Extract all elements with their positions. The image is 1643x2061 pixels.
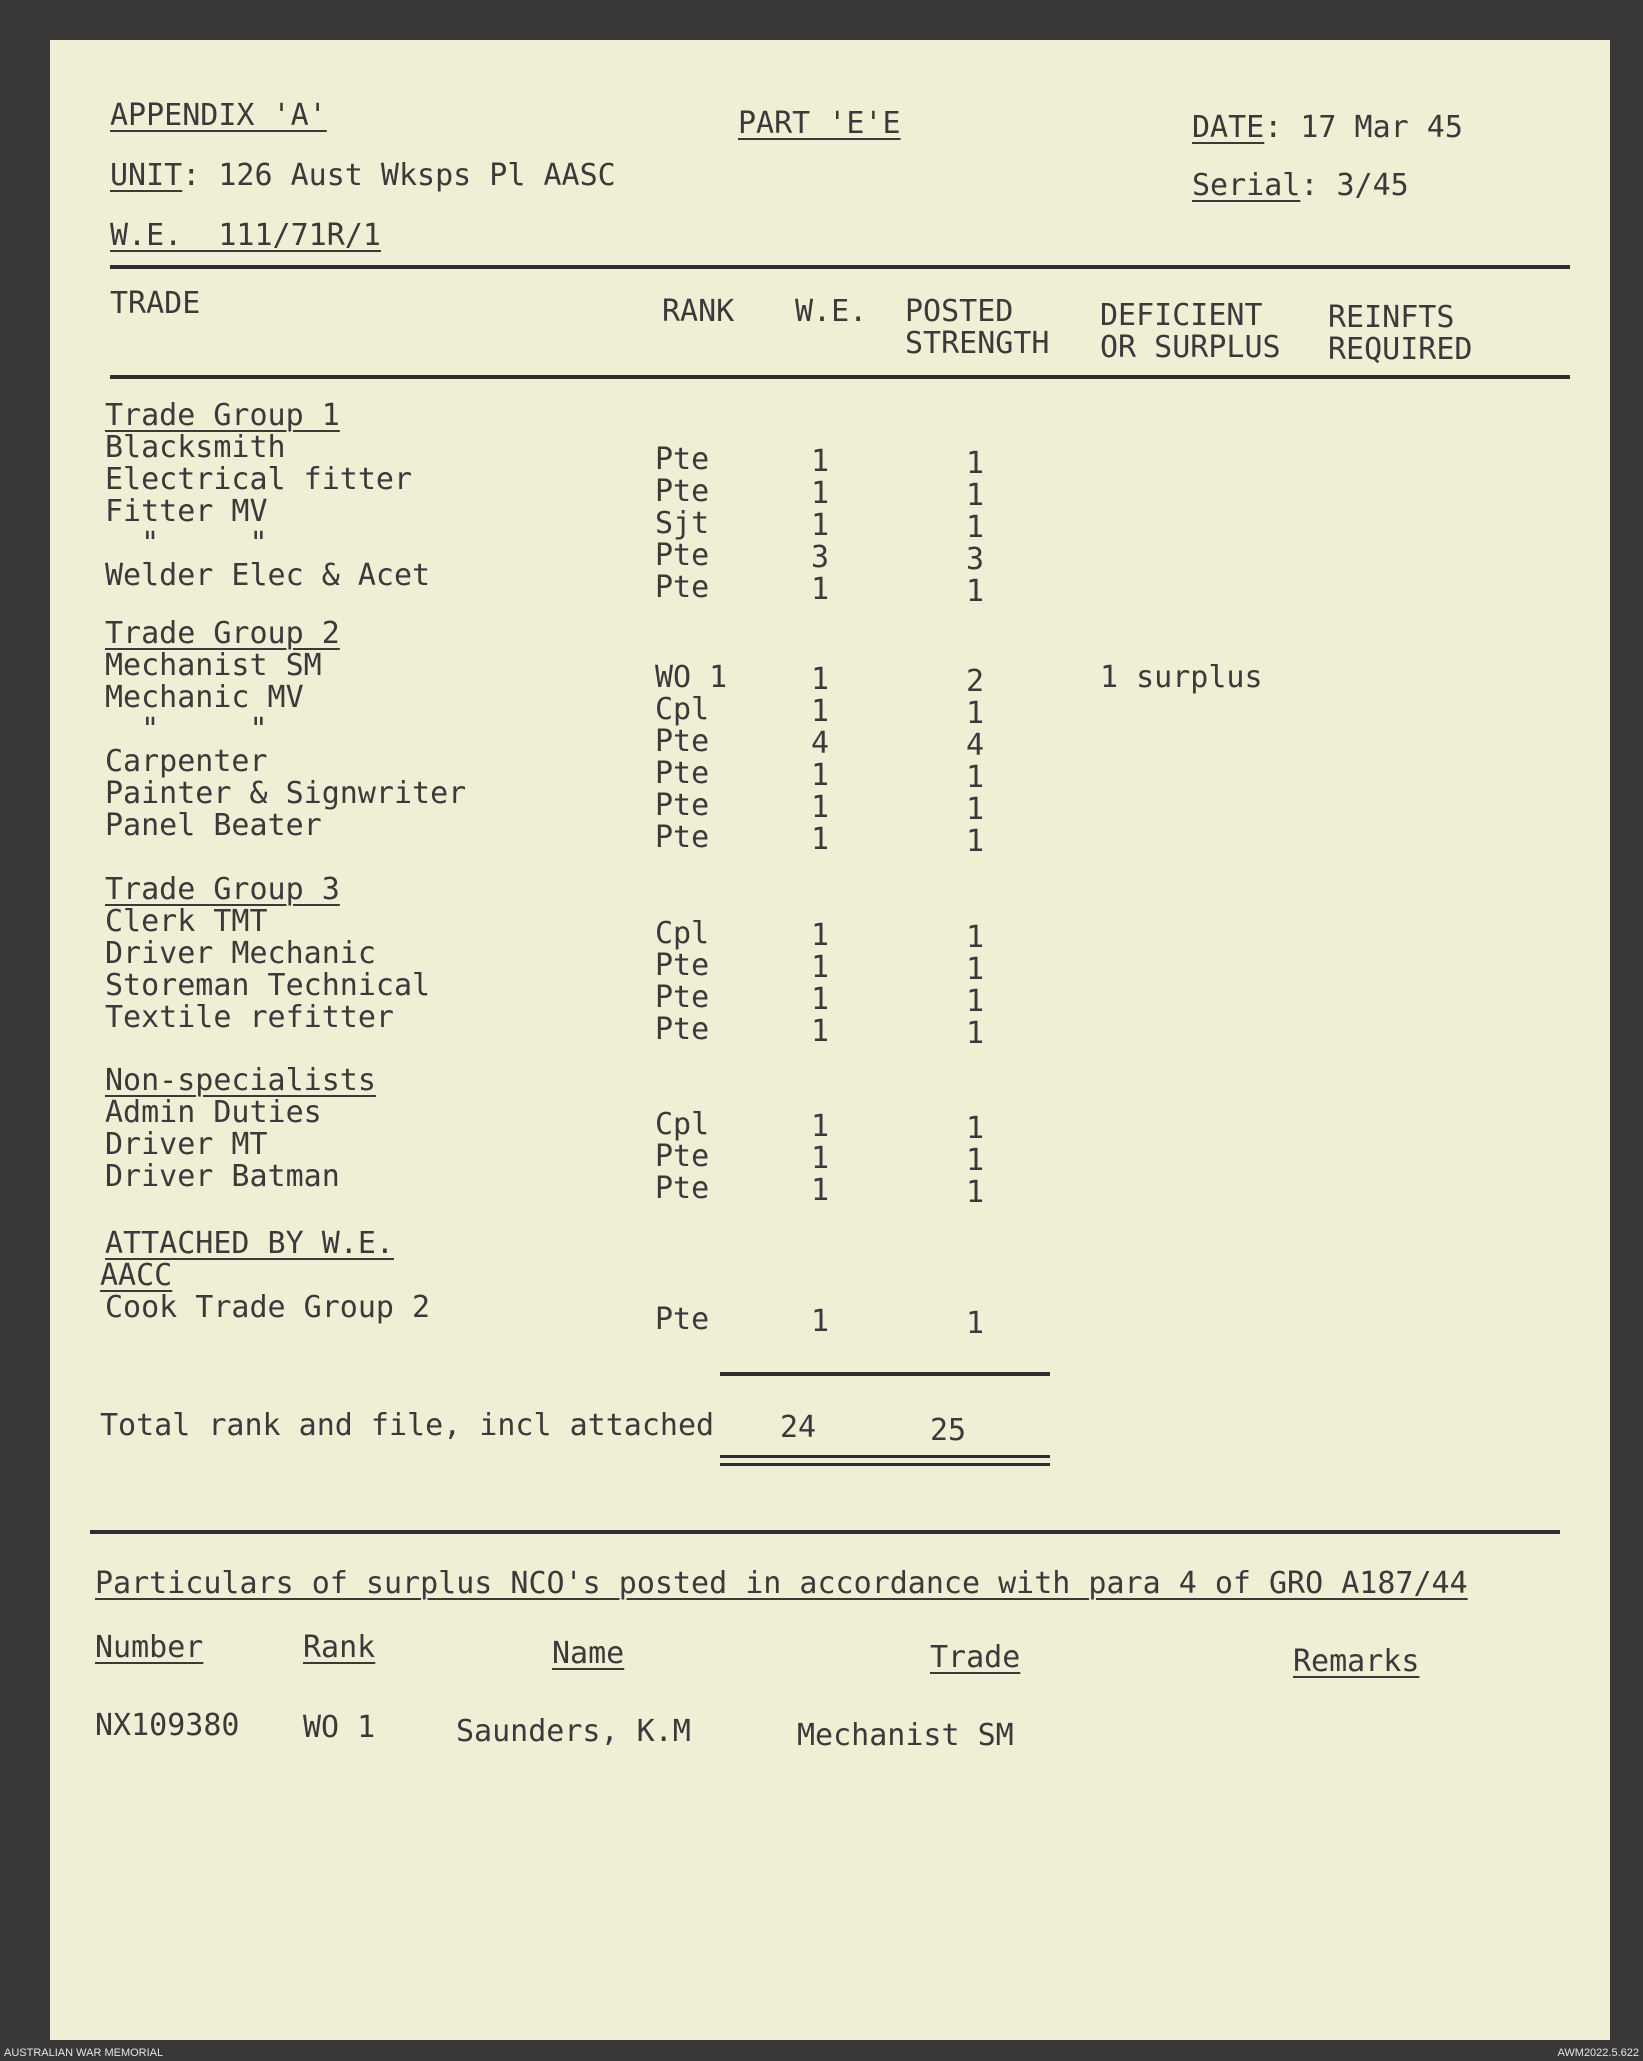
unit-value: : 126 Aust Wksps Pl AASC bbox=[182, 158, 616, 193]
group-title: Trade Group 1 bbox=[105, 398, 340, 433]
surplus-trade: Mechanist SM bbox=[797, 1718, 1014, 1753]
row-posted: 1 bbox=[965, 478, 985, 513]
group-title: ATTACHED BY W.E. bbox=[105, 1226, 394, 1261]
surplus-header-trade: Trade bbox=[930, 1640, 1021, 1675]
row-we: 1 bbox=[810, 1173, 830, 1208]
row-rank: Cpl bbox=[655, 1107, 710, 1142]
unit-line bbox=[110, 160, 616, 192]
row-posted: 1 bbox=[965, 1175, 985, 1210]
row-we: 1 bbox=[810, 950, 830, 985]
row-posted: 4 bbox=[965, 728, 985, 763]
row-posted: 1 bbox=[965, 984, 985, 1019]
row-we: 4 bbox=[810, 726, 830, 761]
row-we: 1 bbox=[810, 1141, 830, 1176]
row-posted: 1 bbox=[965, 446, 985, 481]
row-rank: Pte bbox=[655, 442, 710, 477]
we-reference: W.E. 111/71R/1 bbox=[110, 218, 381, 253]
row-rank: Pte bbox=[655, 948, 710, 983]
total-double-rule-2 bbox=[720, 1463, 1050, 1466]
unit-label: UNIT bbox=[110, 158, 183, 193]
col-deficient-1: DEFICIENT bbox=[1100, 298, 1263, 333]
row-we: 1 bbox=[810, 918, 830, 953]
row-trade: Panel Beater bbox=[105, 808, 322, 843]
surplus-rank: WO 1 bbox=[303, 1710, 376, 1745]
surplus-header-rank: Rank bbox=[303, 1630, 376, 1665]
row-rank: Pte bbox=[655, 1302, 710, 1337]
surplus-header-name: Name bbox=[552, 1636, 625, 1671]
date-line bbox=[1192, 112, 1463, 144]
surplus-title: Particulars of surplus NCO's posted in accordance with para 4 of GRO A187/44 bbox=[95, 1566, 1468, 1601]
row-rank: Pte bbox=[655, 538, 710, 573]
row-trade: Electrical fitter bbox=[105, 462, 413, 497]
row-posted: 1 bbox=[965, 952, 985, 987]
header-rule bbox=[110, 265, 1570, 269]
row-trade: Storeman Technical bbox=[105, 968, 431, 1003]
row-trade: Fitter MV bbox=[105, 494, 268, 529]
row-trade: " " bbox=[105, 712, 268, 747]
row-posted: 1 bbox=[965, 792, 985, 827]
row-we: 1 bbox=[810, 1304, 830, 1339]
part-label: PART 'E'E bbox=[738, 106, 901, 141]
row-trade: Welder Elec & Acet bbox=[105, 558, 431, 593]
row-posted: 1 bbox=[965, 510, 985, 545]
row-trade: Admin Duties bbox=[105, 1095, 322, 1130]
serial-line bbox=[1192, 170, 1409, 202]
total-double-rule-1 bbox=[720, 1455, 1050, 1458]
row-we: 3 bbox=[810, 540, 830, 575]
total-label: Total rank and file, incl attached bbox=[100, 1408, 715, 1443]
row-we: 1 bbox=[810, 508, 830, 543]
col-posted-2: STRENGTH bbox=[905, 326, 1050, 361]
row-trade: Driver Batman bbox=[105, 1159, 340, 1194]
total-we: 24 bbox=[780, 1410, 817, 1445]
col-rank: RANK bbox=[662, 294, 735, 329]
col-reinfts-1: REINFTS bbox=[1328, 300, 1455, 335]
row-we: 1 bbox=[810, 790, 830, 825]
col-deficient-2: OR SURPLUS bbox=[1100, 330, 1281, 365]
group-title: Trade Group 2 bbox=[105, 616, 340, 651]
group-title: Non-specialists bbox=[105, 1063, 376, 1098]
row-rank: Pte bbox=[655, 570, 710, 605]
row-we: 1 bbox=[810, 694, 830, 729]
row-we: 1 bbox=[810, 758, 830, 793]
row-rank: Pte bbox=[655, 1139, 710, 1174]
row-rank: Pte bbox=[655, 788, 710, 823]
row-remark: 1 surplus bbox=[1100, 660, 1263, 695]
surplus-number: NX109380 bbox=[95, 1708, 240, 1743]
row-trade: Cook Trade Group 2 bbox=[105, 1290, 431, 1325]
row-trade: Driver MT bbox=[105, 1127, 268, 1162]
col-we: W.E. bbox=[795, 294, 868, 329]
group-subtitle: AACC bbox=[100, 1258, 173, 1293]
appendix-label: APPENDIX 'A' bbox=[110, 98, 327, 133]
row-rank: Cpl bbox=[655, 916, 710, 951]
surplus-header-remarks: Remarks bbox=[1293, 1644, 1420, 1679]
row-trade: Painter & Signwriter bbox=[105, 776, 467, 811]
row-we: 1 bbox=[810, 982, 830, 1017]
row-we: 1 bbox=[810, 444, 830, 479]
row-rank: Pte bbox=[655, 474, 710, 509]
row-rank: Pte bbox=[655, 1171, 710, 1206]
surplus-header-number: Number bbox=[95, 1630, 204, 1665]
row-trade: Clerk TMT bbox=[105, 904, 268, 939]
col-posted-1: POSTED bbox=[905, 294, 1014, 329]
row-we: 1 bbox=[810, 662, 830, 697]
row-rank: Sjt bbox=[655, 506, 710, 541]
row-posted: 1 bbox=[965, 1111, 985, 1146]
row-we: 1 bbox=[810, 1014, 830, 1049]
row-posted: 1 bbox=[965, 1143, 985, 1178]
row-posted: 3 bbox=[965, 542, 985, 577]
total-posted: 25 bbox=[930, 1413, 967, 1448]
row-trade: Driver Mechanic bbox=[105, 936, 376, 971]
document-page bbox=[50, 40, 1610, 2040]
col-reinfts-2: REQUIRED bbox=[1328, 332, 1473, 367]
row-we: 1 bbox=[810, 822, 830, 857]
date-label: DATE bbox=[1192, 110, 1265, 145]
row-trade: Mechanist SM bbox=[105, 648, 322, 683]
col-trade: TRADE bbox=[110, 286, 201, 321]
row-posted: 1 bbox=[965, 1016, 985, 1051]
row-we: 1 bbox=[810, 1109, 830, 1144]
row-rank: Pte bbox=[655, 820, 710, 855]
row-we: 1 bbox=[810, 572, 830, 607]
row-posted: 1 bbox=[965, 574, 985, 609]
total-top-rule bbox=[720, 1372, 1050, 1376]
column-header-rule bbox=[110, 375, 1570, 379]
row-rank: Pte bbox=[655, 724, 710, 759]
row-posted: 1 bbox=[965, 824, 985, 859]
row-rank: Pte bbox=[655, 756, 710, 791]
row-rank: Pte bbox=[655, 1012, 710, 1047]
date-value: : 17 Mar 45 bbox=[1264, 110, 1463, 145]
footer-credit: AUSTRALIAN WAR MEMORIAL bbox=[4, 2047, 164, 2059]
serial-value: : 3/45 bbox=[1300, 168, 1409, 203]
row-posted: 1 bbox=[965, 696, 985, 731]
row-trade: " " bbox=[105, 526, 268, 561]
section-rule bbox=[90, 1530, 1560, 1534]
row-posted: 1 bbox=[965, 1306, 985, 1341]
serial-label: Serial bbox=[1192, 168, 1301, 203]
row-we: 1 bbox=[810, 476, 830, 511]
row-trade: Mechanic MV bbox=[105, 680, 304, 715]
surplus-name: Saunders, K.M bbox=[456, 1714, 691, 1749]
group-title: Trade Group 3 bbox=[105, 872, 340, 907]
row-trade: Blacksmith bbox=[105, 430, 286, 465]
row-rank: Cpl bbox=[655, 692, 710, 727]
row-rank: Pte bbox=[655, 980, 710, 1015]
row-posted: 1 bbox=[965, 760, 985, 795]
row-trade: Carpenter bbox=[105, 744, 268, 779]
footer-accession: AWM2022.5.622 bbox=[1557, 2047, 1639, 2059]
row-posted: 1 bbox=[965, 920, 985, 955]
row-trade: Textile refitter bbox=[105, 1000, 394, 1035]
row-rank: WO 1 bbox=[655, 660, 728, 695]
row-posted: 2 bbox=[965, 664, 985, 699]
